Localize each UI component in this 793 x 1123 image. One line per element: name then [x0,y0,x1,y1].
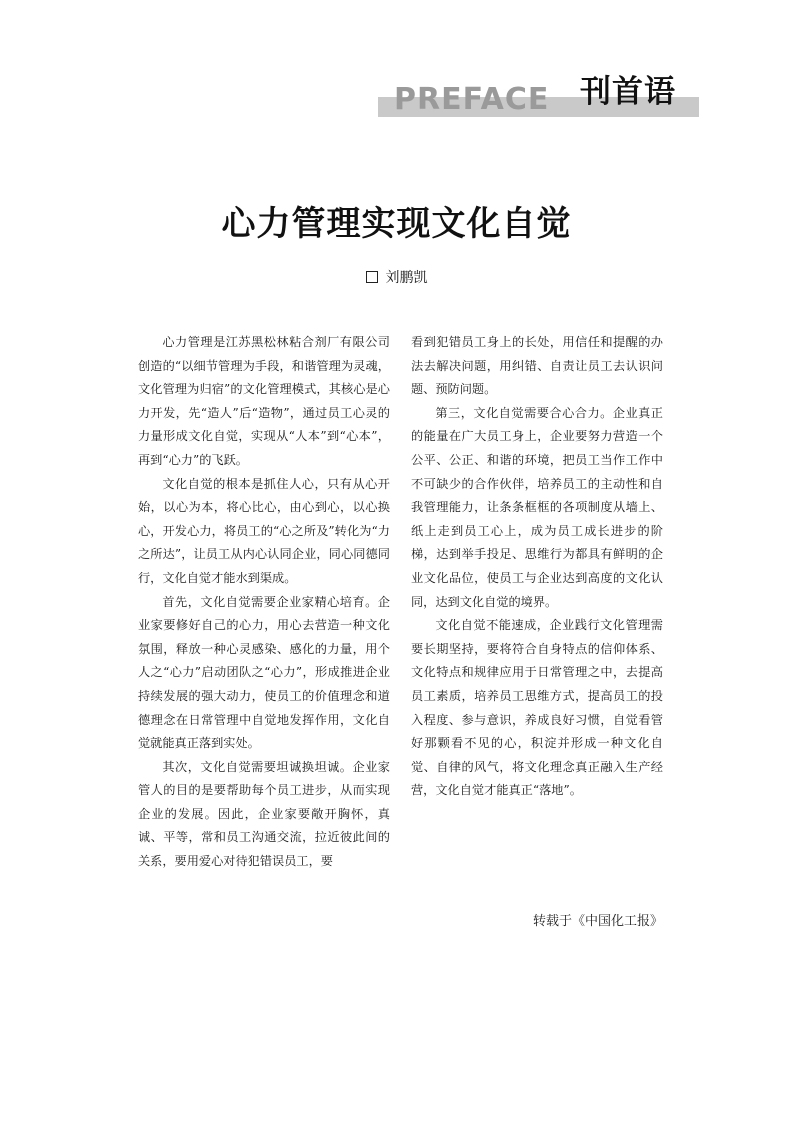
byline [0,268,793,288]
paragraph: 首先，文化自觉需要企业家精心培育。企业家要修好自己的心力，用心去营造一种文化氛围，释放一种心灵感染、感化的力量，用个人之“心力”启动团队之“心力”，形成推进企业持续发展的强大动力，使员工的价值理念和道德理念在日常管理中自觉地发挥作用，文化自觉就能真正落到实处。 [138,594,390,751]
section-label-en: PREFACE [394,82,550,117]
source-note: 转载于《中国化工报》 [532,914,663,929]
paragraph: 文化自觉的根本是抓住人心，只有从心开始，以心为本，将心比心，由心到心，以心换心，开发心力，将员工的“心之所及”转化为“力之所达”，让员工从内心认同企业，同心同德同行，文化自觉才能水到渠成。 [138,476,390,585]
section-label-cn: 刊首语 [580,74,676,110]
paragraph-continued: 看到犯错员工身上的长处，用信任和提醒的办法去解决问题，用纠错、自责让员工去认识问题、预防问题。 [411,335,663,397]
article-title: 心力管理实现文化自觉 [221,204,572,244]
author-name: 刘鹏凯 [385,270,428,286]
paragraph: 文化自觉不能速成，企业践行文化管理需要长期坚持，要将符合自身特点的信仰体系、文化特点和规律应用于日常管理之中，去提高员工素质，培养员工思维方式，提高员工的投入程度、参与意识，养成良好习惯，自觉看管好那颗看不见的心，积淀并形成一种文化自觉、自律的风气，将文化理念真正融入生产经营，文化自觉才能真正“落地”。 [411,618,663,798]
text-column-left [138,331,390,874]
paragraph: 第三，文化自觉需要合心合力。企业真正的能量在广大员工身上，企业要努力营造一个公平、公正、和谐的环境，把员工当作工作中不可缺少的合作伙伴，培养员工的主动性和自我管理能力，让条条框框的各项制度从墙上、纸上走到员工心上，成为员工成长进步的阶梯，达到举手投足、思维行为都具有鲜明的企业文化品位，使员工与企业达到高度的文化认同，达到文化自觉的境界。 [411,405,663,609]
paragraph: 其次，文化自觉需要坦诚换坦诚。企业家管人的目的是要帮助每个员工进步，从而实现企业的发展。因此，企业家要敞开胸怀，真诚、平等，常和员工沟通交流，拉近彼此间的关系，要用爱心对待犯错误员工，要 [138,759,390,869]
paragraph: 心力管理是江苏黑松林粘合剂厂有限公司创造的“以细节管理为手段，和谐管理为灵魂，文化管理为归宿”的文化管理模式，其核心是心力开发，先“造人”后“造物”，通过员工心灵的力量形成文化自觉，实现从“人本”到“心本”，再到“心力”的飞跃。 [138,335,390,467]
square-bullet-icon [366,271,378,283]
text-column-right [411,331,663,803]
